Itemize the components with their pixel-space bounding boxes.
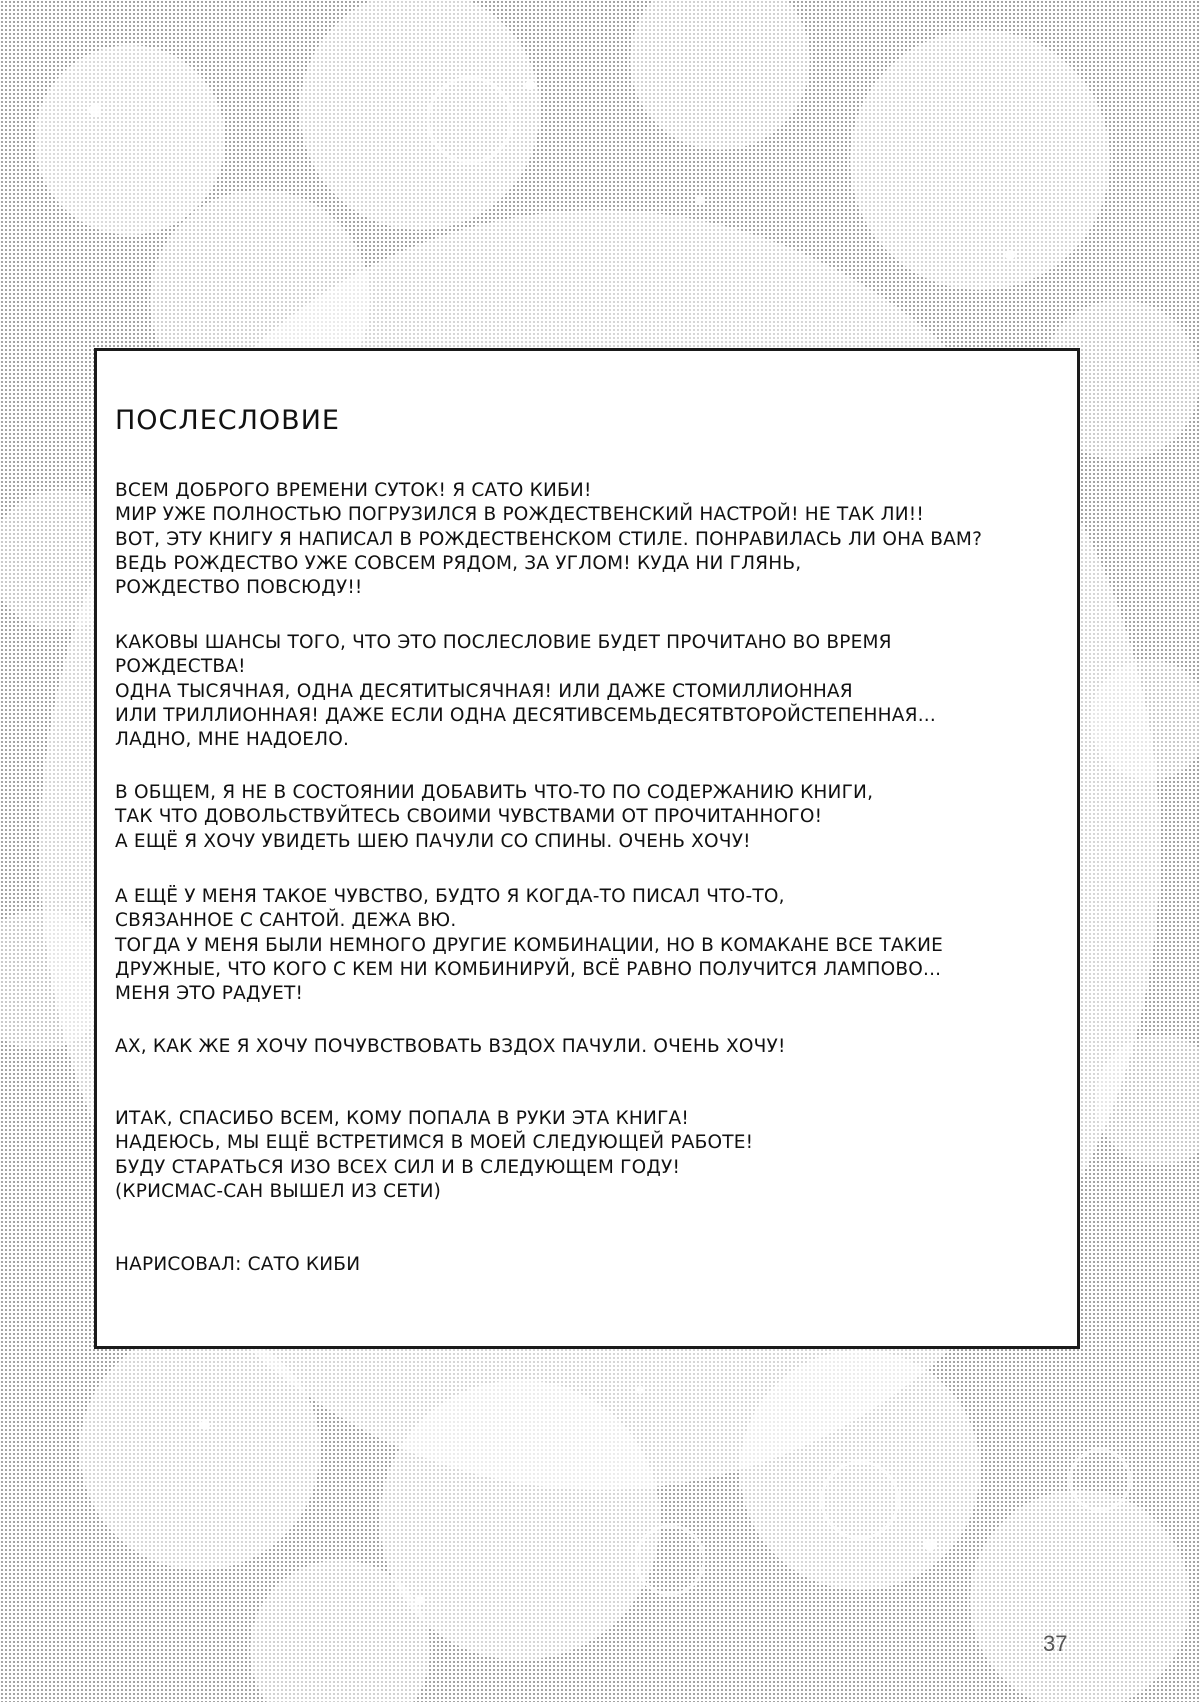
paragraph-content	[115, 781, 873, 854]
text-line: СВЯЗАННОЕ С САНТОЙ. ДЕЖА ВЮ.	[115, 910, 457, 932]
text-line: РОЖДЕСТВО ПОВСЮДУ!!	[115, 577, 363, 599]
text-line: НАРИСОВАЛ: САТО КИБИ	[115, 1254, 361, 1275]
text-line: А ЕЩЁ Я ХОЧУ УВИДЕТЬ ШЕЮ ПАЧУЛИ СО СПИНЫ. ОЧЕНЬ ХОЧУ!	[115, 830, 751, 852]
text-line: ВСЕМ ДОБРОГО ВРЕМЕНИ СУТОК! Я САТО КИБИ!	[115, 480, 592, 501]
text-line: ДРУЖНЫЕ, ЧТО КОГО С КЕМ НИ КОМБИНИРУЙ, ВСЁ РАВНО ПОЛУЧИТСЯ ЛАМПОВО...	[115, 958, 942, 980]
text-line: ОДНА ТЫСЯЧНАЯ, ОДНА ДЕСЯТИТЫСЯЧНАЯ! ИЛИ ДАЖЕ СТОМИЛЛИОННАЯ	[115, 680, 853, 702]
text-line: РОЖДЕСТВА!	[115, 656, 246, 678]
text-line: (КРИСМАС-САН ВЫШЕЛ ИЗ СЕТИ)	[115, 1180, 442, 1202]
text-line: ВОТ, ЭТУ КНИГУ Я НАПИСАЛ В РОЖДЕСТВЕНСКОМ СТИЛЕ. ПОНРАВИЛАСЬ ЛИ ОНА ВАМ?	[115, 528, 983, 550]
page-number: 37	[1043, 1631, 1068, 1656]
text-line: АХ, КАК ЖЕ Я ХОЧУ ПОЧУВСТВОВАТЬ ВЗДОХ ПАЧУЛИ. ОЧЕНЬ ХОЧУ!	[115, 1036, 786, 1057]
text-line: ИТАК, СПАСИБО ВСЕМ, КОМУ ПОПАЛА В РУКИ ЭТА КНИГА!	[115, 1108, 690, 1129]
text-line: ТАК ЧТО ДОВОЛЬСТВУЙТЕСЬ СВОИМИ ЧУВСТВАМИ ОТ ПРОЧИТАННОГО!	[115, 806, 823, 828]
paragraph-thanks	[115, 1107, 753, 1204]
text-line: ЛАДНО, МНЕ НАДОЕЛО.	[115, 729, 350, 751]
text-line: КАКОВЫ ШАНСЫ ТОГО, ЧТО ЭТО ПОСЛЕСЛОВИЕ БУДЕТ ПРОЧИТАНО ВО ВРЕМЯ	[115, 632, 892, 653]
afterword-title: ПОСЛЕСЛОВИЕ	[115, 405, 340, 436]
paragraph-sigh	[115, 1035, 786, 1059]
afterword-text-box	[94, 348, 1080, 1349]
text-line: НАДЕЮСЬ, МЫ ЕЩЁ ВСТРЕТИМСЯ В МОЕЙ СЛЕДУЮЩЕЙ РАБОТЕ!	[115, 1132, 754, 1154]
paragraph-chances	[115, 631, 936, 752]
text-line: МИР УЖЕ ПОЛНОСТЬЮ ПОГРУЗИЛСЯ В РОЖДЕСТВЕНСКИЙ НАСТРОЙ! НЕ ТАК ЛИ!!	[115, 504, 925, 526]
text-line: ВЕДЬ РОЖДЕСТВО УЖЕ СОВСЕМ РЯДОМ, ЗА УГЛОМ! КУДА НИ ГЛЯНЬ,	[115, 552, 802, 574]
paragraph-greeting	[115, 479, 982, 600]
text-line: БУДУ СТАРАТЬСЯ ИЗО ВСЕХ СИЛ И В СЛЕДУЮЩЕМ ГОДУ!	[115, 1156, 681, 1178]
author-credit	[115, 1253, 360, 1277]
text-line: ИЛИ ТРИЛЛИОННАЯ! ДАЖЕ ЕСЛИ ОДНА ДЕСЯТИВСЕМЬДЕСЯТВТОРОЙСТЕПЕННАЯ...	[115, 704, 936, 726]
text-line: МЕНЯ ЭТО РАДУЕТ!	[115, 983, 304, 1005]
text-line: А ЕЩЁ У МЕНЯ ТАКОЕ ЧУВСТВО, БУДТО Я КОГДА-ТО ПИСАЛ ЧТО-ТО,	[115, 886, 785, 907]
text-line: В ОБЩЕМ, Я НЕ В СОСТОЯНИИ ДОБАВИТЬ ЧТО-ТО ПО СОДЕРЖАНИЮ КНИГИ,	[115, 782, 874, 803]
text-line: ТОГДА У МЕНЯ БЫЛИ НЕМНОГО ДРУГИЕ КОМБИНАЦИИ, НО В КОМАКАНЕ ВСЕ ТАКИЕ	[115, 934, 944, 956]
paragraph-deja-vu	[115, 885, 943, 1006]
